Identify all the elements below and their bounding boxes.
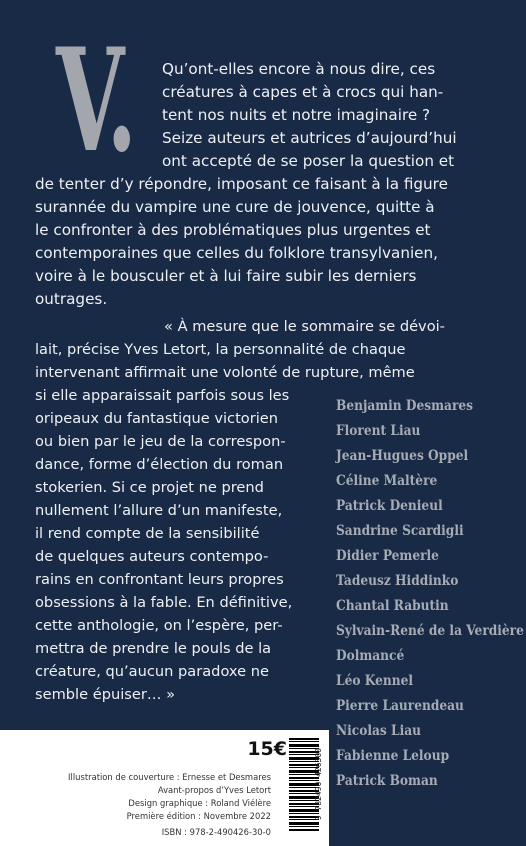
credit-first-edition: Première édition : Novembre 2022 [126, 811, 271, 821]
author-name: Nicolas Liau [336, 723, 422, 739]
credit-foreword: Avant-propos d’Yves Letort [157, 785, 271, 795]
author-name: Patrick Denieul [336, 498, 443, 514]
quote-line: créature, qu’aucun paradoxe ne [35, 663, 269, 680]
quote-line: semble épuiser… » [35, 686, 176, 703]
credit-illustration: Illustration de couverture : Ernesse et Desmares [68, 772, 271, 782]
barcode-digits: 9 782490 426300 [314, 748, 323, 821]
intro-line: voire à le bousculer et à lui faire subir les derniers [35, 267, 417, 285]
quote-line: mettra de prendre le pouls de la [35, 640, 272, 657]
author-name: Sylvain-René de la Verdière [336, 623, 524, 639]
author-name: Jean-Hugues Oppel [336, 448, 469, 464]
intro-line: de tenter d’y répondre, imposant ce faisant à la figure [35, 175, 448, 193]
intro-line: tent nos nuits et notre imaginaire ? [162, 106, 431, 124]
quote-line: il rend compte de la sensibilité [35, 525, 260, 542]
author-name: Patrick Boman [336, 773, 438, 789]
dropcap-letter: V. [56, 18, 135, 184]
author-name: Chantal Rabutin [336, 598, 449, 614]
intro-line: créatures à capes et à crocs qui han- [162, 83, 444, 101]
intro-line: Qu’ont-elles encore à nous dire, ces [162, 60, 436, 78]
intro-line: surannée du vampire une cure de jouvence, quitte à [35, 198, 435, 216]
author-name: Pierre Laurendeau [336, 698, 464, 714]
credit-design: Design graphique : Roland Viélère [128, 798, 271, 808]
quote-line: intervenant affirmait une volonté de rupture, même [35, 364, 415, 381]
author-name: Florent Liau [336, 423, 421, 439]
quote-line: de quelques auteurs contempo- [35, 548, 269, 565]
quote-line: nullement l’allure d’un manifeste, [35, 502, 283, 519]
isbn-label: ISBN : 978-2-490426-30-0 [161, 827, 271, 837]
quote-line: rains en confrontant leurs propres [35, 571, 284, 588]
author-name: Didier Pemerle [336, 548, 439, 564]
quote-line: si elle apparaissait parfois sous les [35, 387, 290, 404]
quote-line: oripeaux du fantastique victorien [35, 410, 278, 427]
price-label: 15€ [247, 738, 287, 760]
quote-line: cette anthologie, on l’espère, per- [35, 617, 283, 634]
intro-line: Seize auteurs et autrices d’aujourd’hui [162, 129, 457, 147]
publication-info-panel [0, 730, 329, 846]
author-name: Sandrine Scardigli [336, 523, 464, 539]
quote-line: « À mesure que le sommaire se dévoi- [164, 318, 445, 335]
quote-line: lait, précise Yves Letort, la personnalité de chaque [35, 341, 406, 358]
author-name: Fabienne Leloup [336, 748, 450, 764]
quote-line: obsessions à la fable. En définitive, [35, 594, 293, 611]
intro-line: contemporaines que celles du folklore transylvanien, [35, 244, 438, 262]
quote-line: stokerien. Si ce projet ne prend [35, 479, 264, 496]
author-name: Tadeusz Hiddinko [336, 573, 459, 589]
intro-line: outrages. [35, 290, 108, 308]
author-name: Léo Kennel [336, 673, 413, 689]
author-name: Benjamin Desmares [336, 398, 474, 414]
barcode [289, 738, 323, 832]
author-name: Dolmancé [336, 648, 405, 664]
author-name: Céline Maltère [336, 473, 438, 489]
quote-line: dance, forme d’élection du roman [35, 456, 284, 473]
quote-line: ou bien par le jeu de la correspon- [35, 433, 286, 450]
intro-line: ont accepté de se poser la question et [162, 152, 455, 170]
intro-line: le confronter à des problématiques plus urgentes et [35, 221, 431, 239]
